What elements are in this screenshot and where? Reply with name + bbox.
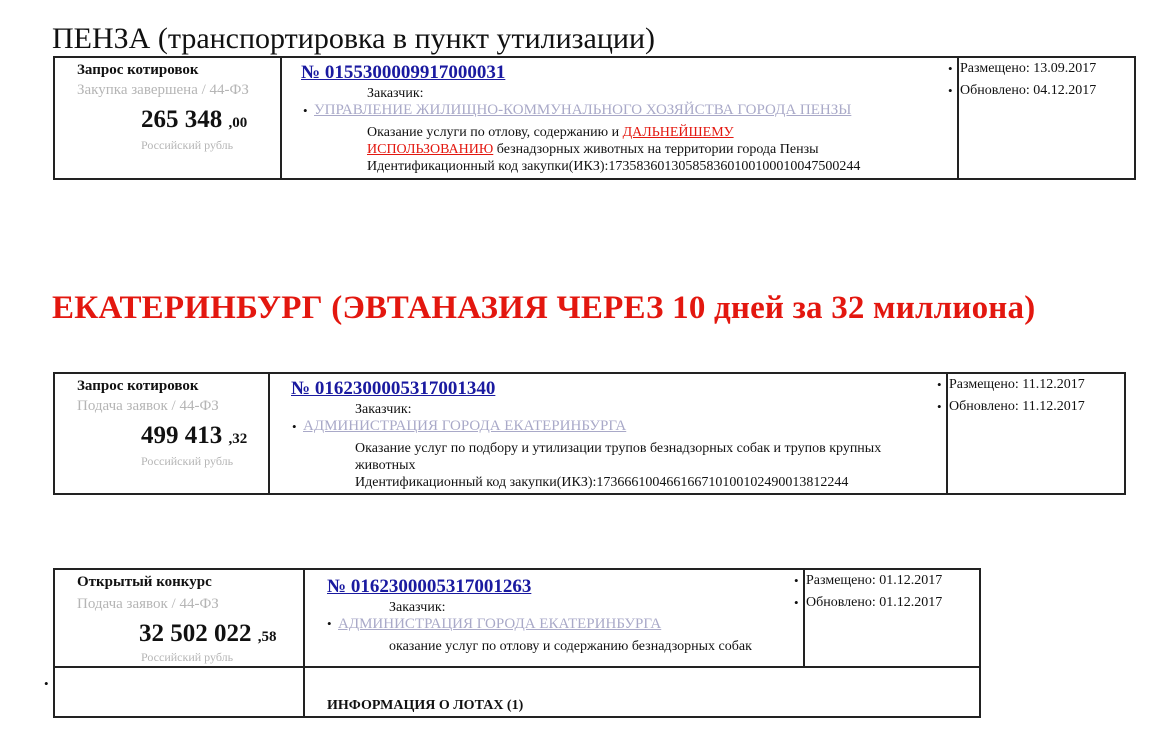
- price: [141, 106, 247, 134]
- highlighted-phrase: ДАЛЬНЕЙШЕМУ ИСПОЛЬЗОВАНИЮ: [367, 125, 734, 157]
- column-divider: [957, 58, 959, 178]
- tender-description: оказание услуг по отлову и содержанию безнадзорных собак: [389, 639, 752, 654]
- customer-link[interactable]: УПРАВЛЕНИЕ ЖИЛИЩНО-КОММУНАЛЬНОГО ХОЗЯЙСТВА ГОРОДА ПЕНЗЫ: [314, 102, 852, 118]
- column-divider: [303, 570, 305, 716]
- updated-date: Обновлено: 11.12.2017: [949, 399, 1085, 414]
- procurement-type: Запрос котировок: [77, 62, 199, 78]
- currency: Российский рубль: [141, 138, 234, 152]
- bullet: •: [794, 573, 799, 588]
- tender-card-3: [53, 568, 981, 718]
- price-main: 499 413: [141, 422, 223, 449]
- price-cents: ,58: [257, 629, 277, 645]
- bullet: •: [303, 103, 308, 118]
- price-cents: ,00: [228, 115, 248, 131]
- updated-date: Обновлено: 04.12.2017: [960, 83, 1097, 98]
- price-main: 265 348: [141, 106, 223, 133]
- bullet: •: [937, 399, 942, 414]
- bullet: •: [794, 595, 799, 610]
- column-divider: [268, 374, 270, 493]
- ikz-code: Идентификационный код закупки(ИКЗ):173666100466166710100102490013812244: [355, 475, 849, 490]
- updated-date: Обновлено: 01.12.2017: [806, 595, 943, 610]
- lots-info-link[interactable]: ИНФОРМАЦИЯ О ЛОТАХ (1): [327, 698, 524, 713]
- customer-link[interactable]: АДМИНИСТРАЦИЯ ГОРОДА ЕКАТЕРИНБУРГА: [338, 616, 662, 632]
- procurement-type: Запрос котировок: [77, 378, 199, 394]
- bullet: •: [937, 377, 942, 392]
- customer-label: Заказчик:: [389, 600, 446, 615]
- procurement-status: Подача заявок / 44-ФЗ: [77, 398, 219, 414]
- currency: Российский рубль: [141, 650, 234, 664]
- bullet: •: [44, 676, 49, 691]
- posted-date: Размещено: 11.12.2017: [949, 377, 1085, 392]
- customer-label: Заказчик:: [367, 86, 424, 101]
- procurement-type: Открытый конкурс: [77, 574, 212, 590]
- description-text: безнадзорных животных на территории города Пензы: [493, 142, 819, 157]
- tender-number-link[interactable]: № 0162300005317001340: [291, 378, 496, 399]
- customer-link[interactable]: АДМИНИСТРАЦИЯ ГОРОДА ЕКАТЕРИНБУРГА: [303, 418, 627, 434]
- bullet: •: [948, 61, 953, 76]
- tender-number-link[interactable]: № 0155300009917000031: [301, 62, 506, 83]
- tender-card-2: [53, 372, 1126, 495]
- heading-penza: ПЕНЗА (транспортировка в пункт утилизации): [52, 22, 656, 55]
- customer-label: Заказчик:: [355, 402, 412, 417]
- price-main: 32 502 022: [139, 620, 252, 647]
- procurement-status: Закупка завершена / 44-ФЗ: [77, 82, 249, 98]
- bullet: •: [948, 83, 953, 98]
- posted-date: Размещено: 01.12.2017: [806, 573, 943, 588]
- bullet: •: [327, 616, 332, 631]
- tender-description: [367, 124, 837, 158]
- tender-number-link[interactable]: № 0162300005317001263: [327, 576, 532, 597]
- description-text: Оказание услуги по отлову, содержанию и: [367, 125, 623, 140]
- price: [139, 620, 277, 648]
- procurement-status: Подача заявок / 44-ФЗ: [77, 596, 219, 612]
- currency: Российский рубль: [141, 454, 234, 468]
- bullet: •: [292, 419, 297, 434]
- price-cents: ,32: [228, 431, 248, 447]
- column-divider: [803, 570, 805, 667]
- posted-date: Размещено: 13.09.2017: [960, 61, 1097, 76]
- price: [141, 422, 247, 450]
- tender-card-1: [53, 56, 1136, 180]
- tender-description: Оказание услуг по подбору и утилизации трупов безнадзорных собак и трупов крупных животных: [355, 441, 882, 473]
- row-divider: [55, 666, 979, 668]
- column-divider: [280, 58, 282, 178]
- heading-ekaterinburg: ЕКАТЕРИНБУРГ (ЭВТАНАЗИЯ ЧЕРЕЗ 10 дней за 32 миллиона): [52, 290, 1036, 326]
- ikz-code: Идентификационный код закупки(ИКЗ):173583601305858360100100010047500244: [367, 159, 861, 174]
- column-divider: [946, 374, 948, 493]
